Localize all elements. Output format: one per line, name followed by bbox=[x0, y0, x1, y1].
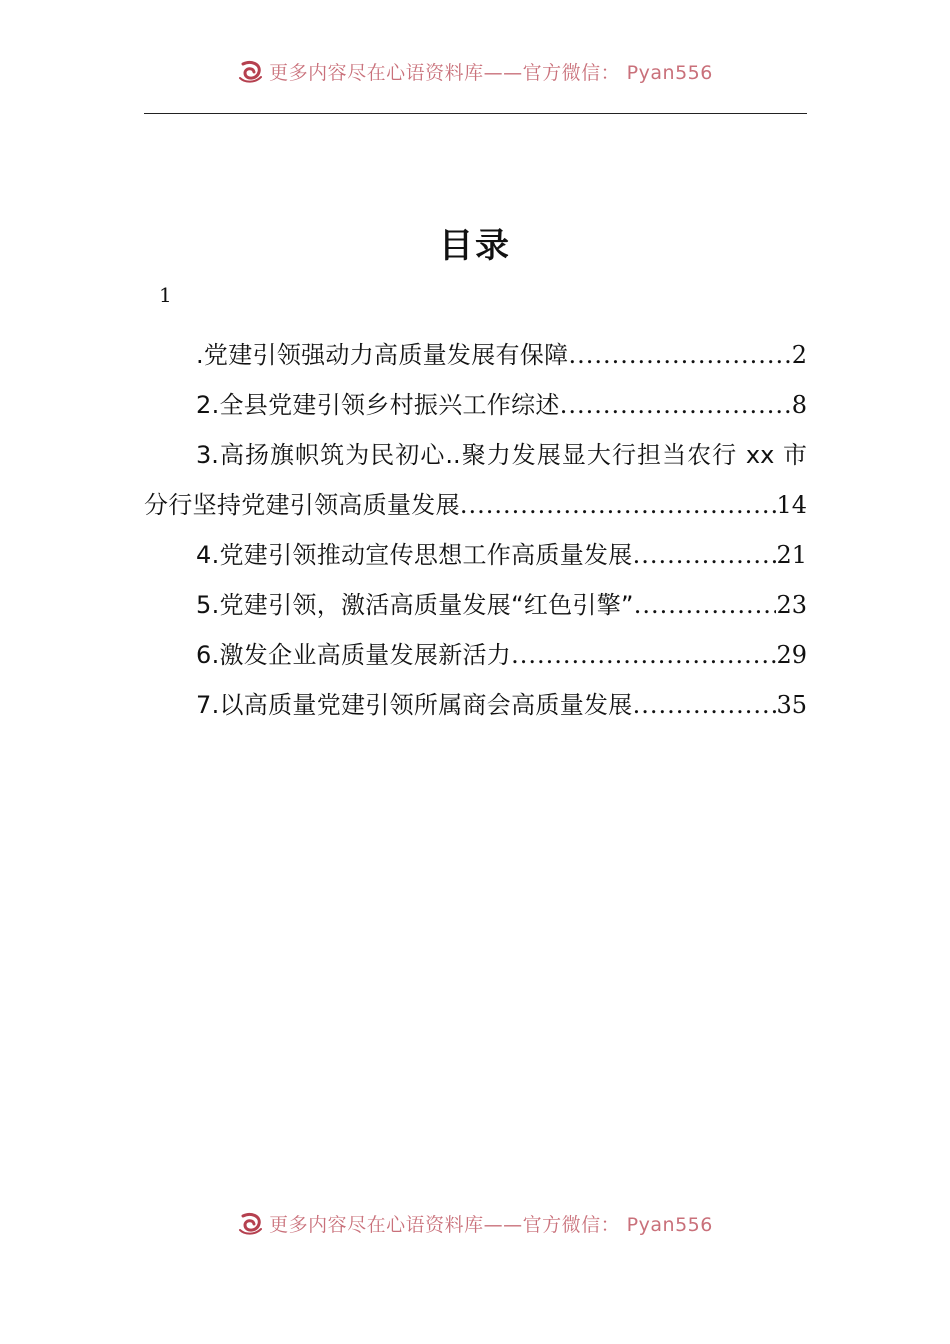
spiral-logo-icon bbox=[237, 58, 265, 84]
toc-entry-label: 2.全县党建引领乡村振兴工作综述 bbox=[196, 391, 560, 419]
toc-dot-leader bbox=[568, 330, 791, 380]
toc-entry[interactable] bbox=[144, 630, 807, 680]
toc-dot-leader bbox=[460, 480, 777, 530]
toc-entry[interactable] bbox=[144, 530, 807, 580]
toc-entry[interactable] bbox=[144, 580, 807, 630]
header-divider bbox=[144, 113, 807, 114]
toc-entry-label: 7.以高质量党建引领所属商会高质量发展 bbox=[196, 691, 633, 719]
toc-entry-line2[interactable] bbox=[144, 480, 807, 530]
toc-entry[interactable] bbox=[144, 330, 807, 380]
toc-dot-leader bbox=[633, 530, 777, 580]
toc-entry-label: 6.激发企业高质量发展新活力 bbox=[196, 641, 512, 669]
toc-entry[interactable] bbox=[144, 380, 807, 430]
header-watermark-banner bbox=[0, 54, 950, 88]
toc-page-number: 14 bbox=[776, 491, 807, 519]
toc-entry[interactable] bbox=[144, 680, 807, 730]
toc-page-number: 2 bbox=[791, 341, 807, 369]
toc-entry-label: 3.高扬旗帜筑为民初心..聚力发展显大行担当农行 xx 市 bbox=[196, 441, 807, 469]
toc-page-number: 29 bbox=[776, 641, 807, 669]
page-title: 目录 bbox=[439, 226, 511, 266]
header-watermark-text: 更多内容尽在心语资料库——官方微信： Pyan556 bbox=[269, 61, 713, 84]
table-of-contents bbox=[144, 330, 807, 730]
toc-entry-label-continued: 分行坚持党建引领高质量发展 bbox=[144, 491, 460, 519]
toc-entry-label: 4.党建引领推动宣传思想工作高质量发展 bbox=[196, 541, 633, 569]
toc-dot-leader bbox=[511, 630, 776, 680]
spiral-logo-icon bbox=[237, 1210, 265, 1236]
footer-watermark-text: 更多内容尽在心语资料库——官方微信： Pyan556 bbox=[269, 1213, 713, 1236]
toc-entry-label: 5.党建引领，激活高质量发展“红色引擎” bbox=[196, 591, 634, 619]
toc-entry-line1[interactable] bbox=[144, 430, 807, 480]
toc-page-number: 21 bbox=[776, 541, 807, 569]
toc-entry-label: .党建引领强动力高质量发展有保障 bbox=[196, 341, 569, 369]
toc-page-number: 8 bbox=[791, 391, 807, 419]
toc-dot-leader bbox=[560, 380, 792, 430]
toc-page-number: 23 bbox=[776, 591, 807, 619]
toc-dot-leader bbox=[633, 680, 777, 730]
toc-page-number: 35 bbox=[776, 691, 807, 719]
footer-watermark-banner bbox=[0, 1206, 950, 1240]
index-number: 1 bbox=[159, 283, 172, 307]
toc-dot-leader bbox=[634, 580, 777, 630]
